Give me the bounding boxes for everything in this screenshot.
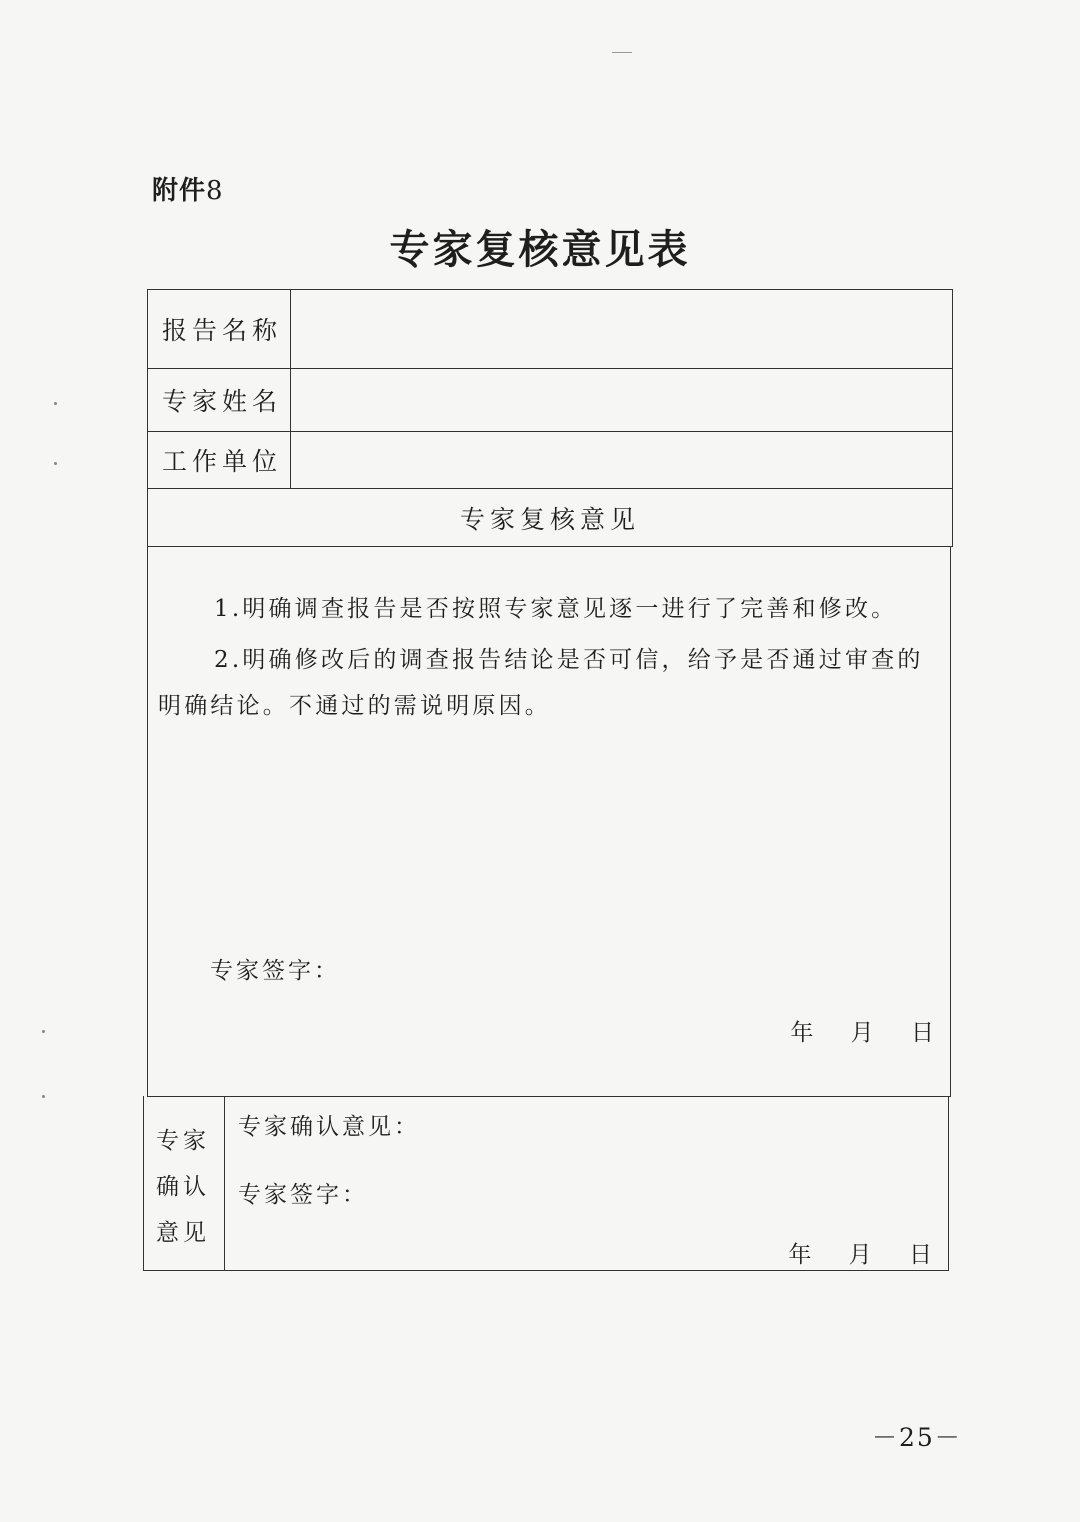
confirmation-label-line: 确认 xyxy=(156,1174,210,1200)
instruction-item: 2.明确修改后的调查报告结论是否可信，给予是否通过审查的明确结论。不通过的需说明原因。 xyxy=(158,647,924,719)
attachment-label xyxy=(152,170,224,207)
review-opinion-area[interactable] xyxy=(147,546,951,1097)
work-unit-field[interactable] xyxy=(291,432,952,488)
confirmation-label xyxy=(144,1096,225,1270)
field-row-expert-name xyxy=(148,369,952,432)
date-label: 年 月 日 xyxy=(790,1020,936,1046)
confirmation-date-label: 年 月 日 xyxy=(788,1242,934,1268)
page-number: －25－ xyxy=(872,1423,962,1452)
scan-speck xyxy=(42,1095,45,1098)
section-header-row xyxy=(148,489,952,546)
scan-speck xyxy=(54,462,57,465)
expert-name-field[interactable] xyxy=(291,369,952,431)
confirmation-section xyxy=(143,1096,949,1271)
report-name-field[interactable] xyxy=(291,290,952,368)
field-row-report-name xyxy=(148,290,952,369)
confirmation-signature-label: 专家签字： xyxy=(238,1182,368,1208)
field-label: 报告名称 xyxy=(148,290,291,368)
attachment-number: 8 xyxy=(206,176,224,206)
confirmation-opinion-label: 专家确认意见： xyxy=(238,1114,420,1140)
confirmation-label-line: 意见 xyxy=(156,1220,210,1246)
field-label: 工作单位 xyxy=(148,432,291,488)
info-table xyxy=(147,289,953,547)
scan-mark xyxy=(612,52,632,53)
attachment-text: 附件 xyxy=(152,176,207,206)
field-row-work-unit xyxy=(148,432,952,489)
instruction-item: 1.明确调查报告是否按照专家意见逐一进行了完善和修改。 xyxy=(214,596,898,622)
confirmation-label-line: 专家 xyxy=(156,1128,210,1154)
section-title: 专家复核意见 xyxy=(459,504,640,534)
field-label: 专家姓名 xyxy=(148,369,291,431)
scan-speck xyxy=(42,1030,45,1033)
signature-label: 专家签字： xyxy=(210,958,340,984)
scan-speck xyxy=(54,402,57,405)
form-title: 专家复核意见表 xyxy=(389,226,691,273)
